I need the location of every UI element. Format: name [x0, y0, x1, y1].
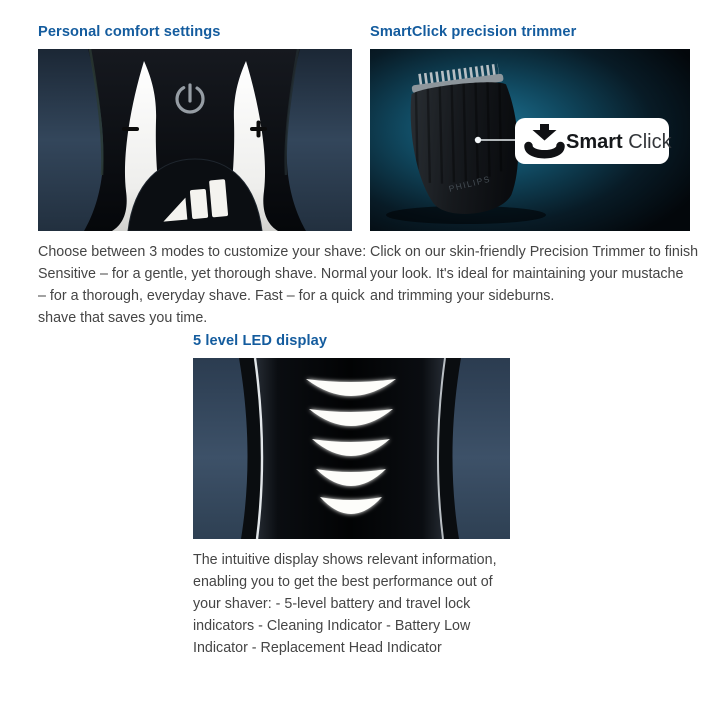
brand-text: PHILIPS: [447, 173, 492, 194]
smartclick-label: [515, 118, 673, 164]
feature-comfort-settings: [38, 24, 368, 329]
minus-icon: [122, 127, 139, 131]
comfort-settings-image: [38, 49, 352, 231]
shaver-controls-illustration: [38, 49, 352, 231]
feature-title: 5 level LED display: [193, 333, 328, 349]
features-top-row: [38, 24, 720, 329]
feature-title: Personal comfort settings: [38, 24, 221, 40]
smartclick-label-text: Smart Click: [566, 131, 672, 153]
led-display-image: [193, 358, 510, 539]
led-display-illustration: [193, 358, 510, 539]
trimmer-illustration: [370, 49, 690, 231]
feature-description: Choose between 3 modes to customize your shave: Sensitive – for a gentle, yet thorough shave. Normal – for a thorough, everyday shave. Fast – for a quick shave that saves you time.: [38, 244, 368, 326]
features-bottom-row: [38, 333, 720, 659]
feature-description: Click on our skin-friendly Precision Trimmer to finish your look. It's ideal for maintaining your mustache and trimming your sideburns.: [370, 244, 699, 304]
feature-description: The intuitive display shows relevant information, enabling you to get the best performance out of your shaver: - 5-level battery and travel lock indicators - Cleaning Indicator - Battery Low Indicator - Replacement Head Indicator: [193, 552, 497, 656]
feature-smartclick-trimmer: [370, 24, 699, 329]
feature-title: SmartClick precision trimmer: [370, 24, 577, 40]
feature-led-display: [193, 333, 510, 659]
smartclick-trimmer-image: [370, 49, 690, 231]
callout-dot: [475, 137, 481, 143]
